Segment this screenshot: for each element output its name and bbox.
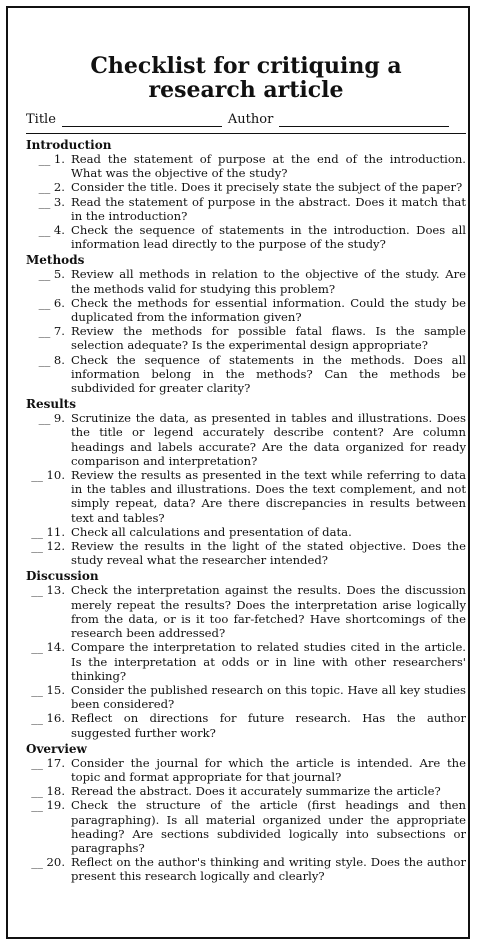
checklist-item-text: Consider the published research on this topic. Have all key studies been considered? — [71, 682, 466, 712]
title-author-row — [26, 112, 466, 127]
checklist-item-number[interactable]: __ 8. — [38, 352, 65, 367]
checklist-item-number[interactable]: __ 12. — [31, 539, 65, 554]
checklist-item — [26, 711, 466, 739]
checklist-item — [26, 152, 466, 180]
checklist-item — [26, 296, 466, 324]
checklist-item-number[interactable]: __ 17. — [31, 755, 65, 770]
section-items — [26, 411, 466, 567]
title-blank-line[interactable] — [62, 125, 222, 127]
checklist-item-number[interactable]: __ 13. — [31, 583, 65, 598]
author-blank-line[interactable] — [279, 125, 449, 127]
checklist-item-text: Check the sequence of statements in the methods. Does all information belong in the methods? Can the methods be subdivided for greater clarity? — [71, 352, 466, 396]
checklist-item-number[interactable]: __ 18. — [31, 784, 65, 799]
checklist-frame — [6, 6, 470, 939]
checklist-item-text: Scrutinize the data, as presented in tables and illustrations. Does the title or legend accurately describe content? Are column headings and labels accurate? Are the data organized for ready comparison and interpretation? — [71, 411, 466, 468]
checklist-item — [26, 468, 466, 525]
section-heading: Introduction — [26, 138, 112, 152]
header-divider — [26, 133, 466, 134]
checklist-item — [26, 180, 466, 194]
checklist-item — [26, 756, 466, 784]
section-items — [26, 583, 466, 739]
checklist-item-number[interactable]: __ 2. — [38, 180, 65, 195]
title-line-2: research article — [148, 77, 344, 103]
checklist-item-text: Reflect on directions for future research. Has the author suggested further work? — [71, 711, 466, 740]
checklist-item-text: Check the methods for essential information. Could the study be duplicated from the information given? — [71, 295, 466, 325]
checklist-item — [26, 539, 466, 567]
checklist-item-number[interactable]: __ 20. — [31, 855, 65, 870]
checklist-item-text: Read the statement of purpose at the end of the introduction. What was the objective of the study? — [71, 152, 466, 181]
checklist-item — [26, 353, 466, 396]
section-heading: Methods — [26, 253, 85, 268]
checklist-item — [26, 195, 466, 223]
checklist-item-number[interactable]: __ 6. — [38, 295, 65, 310]
checklist-item — [26, 324, 466, 352]
checklist-item-number[interactable]: __ 3. — [38, 194, 65, 209]
checklist-item-text: Check the structure of the article (first headings and then paragraphing). Is all material organized under the appropriate heading? Are sections subdivided logically into subsections or paragraphs? — [71, 798, 466, 855]
checklist-item-number[interactable]: __ 11. — [31, 524, 65, 539]
checklist-item-text: Reflect on the author's thinking and writing style. Does the author present this research logically and clearly? — [71, 855, 466, 884]
title-line-1: Checklist for critiquing a — [90, 53, 402, 79]
section-items — [26, 756, 466, 884]
checklist-item — [26, 267, 466, 295]
checklist-item-number[interactable]: __ 9. — [38, 411, 65, 426]
section-heading: Overview — [26, 741, 87, 756]
checklist-item — [26, 525, 466, 539]
section-items — [26, 152, 466, 251]
checklist-item-number[interactable]: __ 4. — [38, 223, 65, 238]
checklist-item-text: Review the results in the light of the stated objective. Does the study reveal what the researcher intended? — [71, 539, 466, 568]
checklist-item — [26, 683, 466, 711]
checklist-item — [26, 855, 466, 883]
checklist-item — [26, 798, 466, 855]
checklist-item-number[interactable]: __ 1. — [38, 152, 65, 166]
checklist-item-text: Check the sequence of statements in the introduction. Does all information lead directly to the purpose of the study? — [71, 223, 466, 252]
checklist-item — [26, 640, 466, 683]
checklist-item-text: Review all methods in relation to the objective of the study. Are the methods valid for studying this problem? — [71, 267, 466, 296]
checklist-item-text: Reread the abstract. Does it accurately summarize the article? — [71, 784, 441, 799]
checklist-item-text: Read the statement of purpose in the abstract. Does it match that in the introduction? — [71, 194, 466, 223]
checklist-item-text: Check the interpretation against the results. Does the discussion merely repeat the results? Does the interpretation arise logically from the data, or is it too far-fetched? Have shortcomings of the research been addressed? — [71, 583, 466, 641]
checklist-item-text: Review the results as presented in the text while referring to data in the tables and illustrations. Does the text complement, and not simply repeat, data? Are there discrepancies in results between text and tables? — [71, 468, 466, 525]
section-heading: Results — [26, 397, 76, 412]
checklist-item-number[interactable]: __ 5. — [38, 267, 65, 282]
checklist-item — [26, 411, 466, 468]
checklist-item-number[interactable]: __ 14. — [31, 640, 65, 655]
checklist-item — [26, 223, 466, 251]
checklist-content — [26, 26, 466, 941]
checklist-item-number[interactable]: __ 16. — [31, 711, 65, 726]
checklist-item-text: Consider the title. Does it precisely state the subject of the paper? — [71, 180, 463, 195]
section-items — [26, 267, 466, 395]
checklist-item-number[interactable]: __ 7. — [38, 324, 65, 339]
checklist-item-text: Check all calculations and presentation of data. — [71, 524, 352, 539]
checklist-sections — [26, 138, 466, 884]
section-heading: Discussion — [26, 569, 99, 584]
checklist-title — [26, 54, 466, 102]
title-field-label: Title — [26, 112, 56, 127]
checklist-item — [26, 583, 466, 640]
checklist-item — [26, 784, 466, 798]
checklist-item-text: Review the methods for possible fatal flaws. Is the sample selection adequate? Is the experimental design appropriate? — [71, 324, 466, 353]
checklist-item-number[interactable]: __ 10. — [31, 468, 65, 483]
checklist-item-number[interactable]: __ 19. — [31, 798, 65, 813]
checklist-item-text: Compare the interpretation to related studies cited in the article. Is the interpretation at odds or in line with other researchers' thinking? — [71, 640, 466, 683]
checklist-item-text: Consider the journal for which the article is intended. Are the topic and format appropriate for that journal? — [71, 755, 466, 784]
author-field-label: Author — [227, 112, 274, 127]
checklist-item-number[interactable]: __ 15. — [31, 682, 65, 697]
